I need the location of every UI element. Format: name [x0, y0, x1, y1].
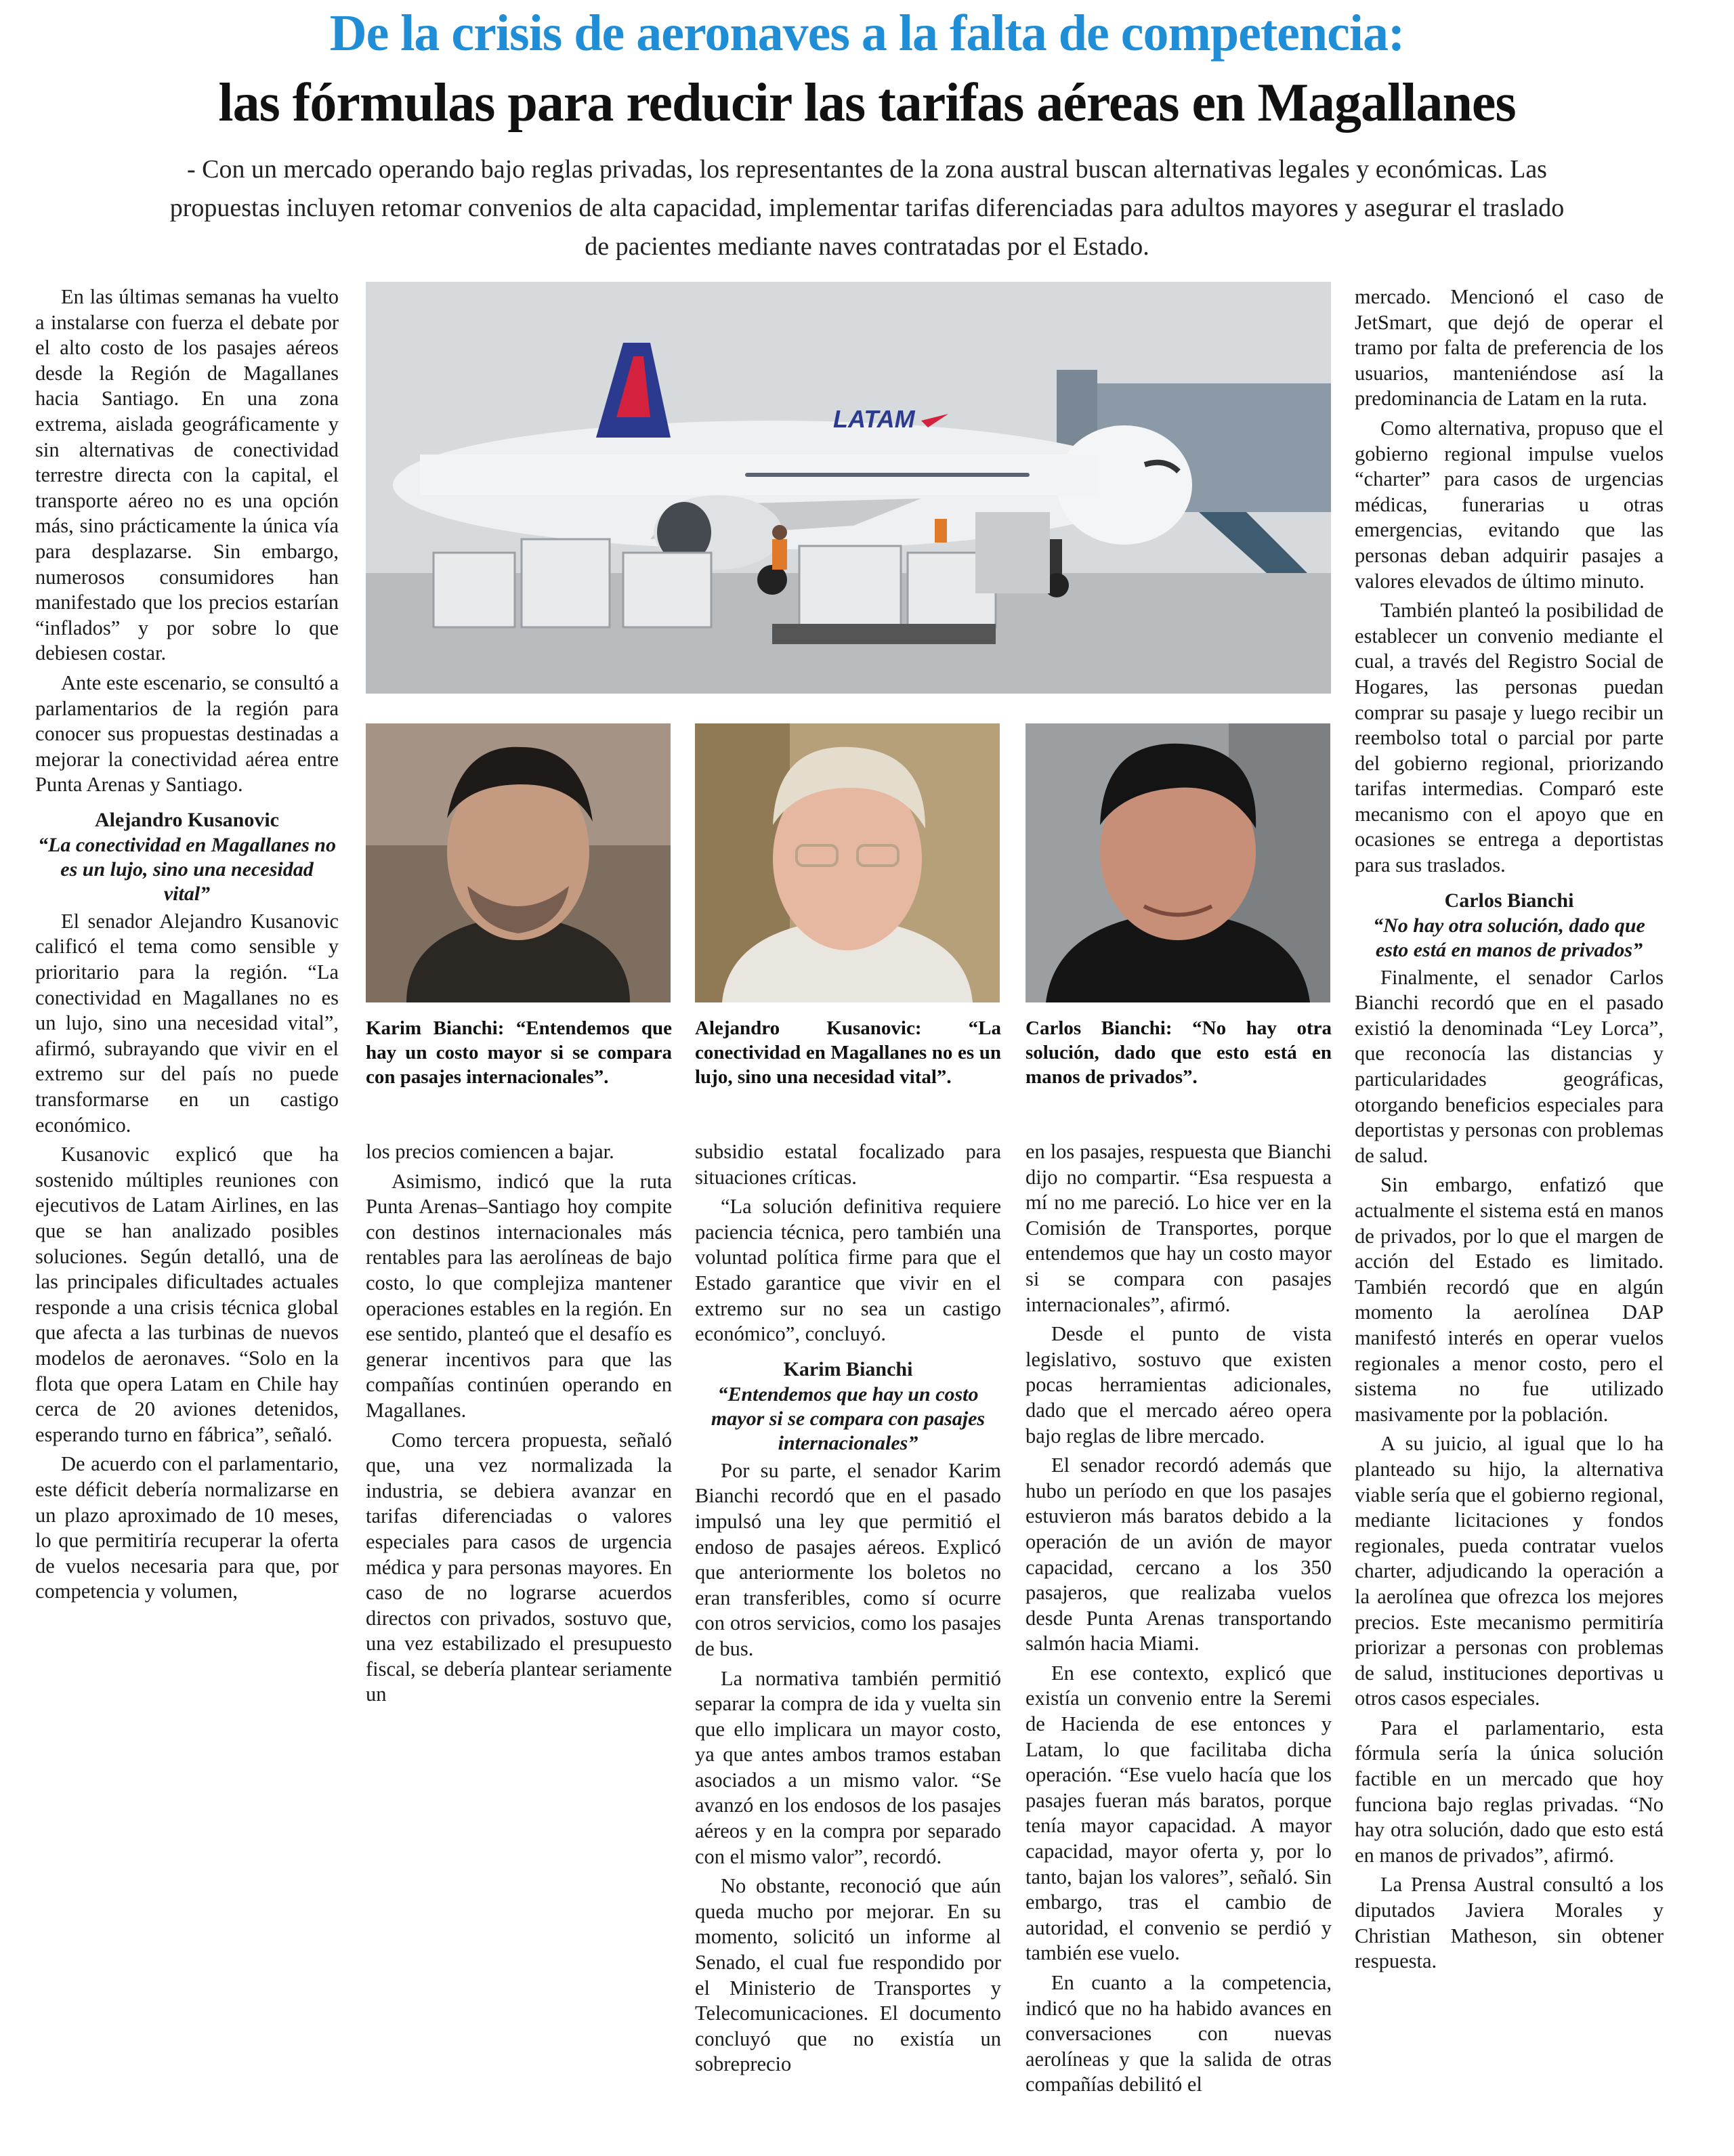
paragraph: Asimismo, indicó que la ruta Punta Arenas–Santiago hoy compite con destinos internacionales más rentables para las aerolíneas de bajo costo, lo que complejiza mantener operaciones estables en la región. En ese sentido, planteó que el desafío es generar incentivos para que las compañías continúen operando en Magallanes. — [366, 1169, 672, 1422]
headline-kicker: De la crisis de aeronaves a la falta de competencia: — [329, 5, 1405, 62]
paragraph: Finalmente, el senador Carlos Bianchi recordó que en el pasado existió la denominada “Ley Lorca”, que reconocía las distancias y particularidades geográficas, otorgando beneficios especiales para deportistas y personas con problemas de salud. — [1355, 965, 1664, 1167]
paragraph: Ante este escenario, se consultó a parlamentarios de la región para conocer sus propuestas destinadas a mejorar la conectividad aérea entre Punta Arenas y Santiago. — [35, 671, 339, 797]
aircraft-illustration — [366, 282, 1331, 694]
paragraph: mercado. Mencionó el caso de JetSmart, que dejó de operar el tramo por falta de preferencia de los usuarios, manteniéndose así la predominancia de Latam en la ruta. — [1355, 285, 1664, 410]
paragraph: “La solución definitiva requiere paciencia técnica, pero también una voluntad política firme para que el Estado garantice que vivir en el extremo sur no sea un castigo económico”, concluyó. — [695, 1195, 1001, 1346]
caption-karim-bianchi: Karim Bianchi: “Entendemos que hay un costo mayor si se compara con pasajes internacionales”. — [366, 1017, 672, 1088]
pull-quote-carlos: “No hay otra solución, dado que esto está en manos de privados” — [1373, 914, 1645, 961]
subhead-alejandro-kusanovic: Alejandro Kusanovic — [95, 808, 279, 831]
article-column-3 — [695, 1139, 1001, 2142]
paragraph: En las últimas semanas ha vuelto a instalarse con fuerza el debate por el alto costo de los pasajes aéreos desde la Región de Magallanes hacia Santiago. En una zona extrema, aislada geográficamente y sin alternativas de conectividad terrestre directa con la capital, el transporte aéreo no es una opción más, sino prácticamente la única vía para desplazarse. Sin embargo, numerosos consumidores han manifestado que los precios estarían “inflados” y por sobre lo que debiesen costar. — [35, 285, 339, 665]
pull-quote-karim: “Entendemos que hay un costo mayor si se compara con pasajes internacionales” — [711, 1382, 986, 1454]
paragraph: Sin embargo, enfatizó que actualmente el sistema está en manos de privados, por lo que el margen de acción del Estado es limitado. También recordó que en algún momento la aerolínea DAP manifestó interés en operar vuelos regionales a menor costo, pero el sistema no fue utilizado masivamente por la población. — [1355, 1173, 1664, 1426]
paragraph: No obstante, reconoció que aún queda mucho por mejorar. En su momento, solicitó un informe al Senado, el cual fue respondido por el Ministerio de Transportes y Telecomunicaciones. El documento concluyó que no existía un sobreprecio — [695, 1874, 1001, 2076]
paragraph: Para el parlamentario, esta fórmula sería la única solución factible en un mercado que hoy funciona bajo reglas privadas. “No hay otra solución, dado que esto está en manos de privados”, afirmó. — [1355, 1716, 1664, 1867]
photo-alejandro-kusanovic — [695, 723, 1000, 1002]
portrait-karim — [366, 723, 671, 1002]
photo-carlos-bianchi — [1025, 723, 1330, 1002]
article-column-4 — [1025, 1139, 1332, 2142]
paragraph: Por su parte, el senador Karim Bianchi recordó que en el pasado impulsó una ley que permitió el endoso de pasajes aéreos. Explicó que anteriormente los boletos no eran transferibles, como sí ocurre con otros servicios, como los pasajes de bus. — [695, 1458, 1001, 1660]
latam-livery-text: LATAM — [833, 405, 915, 433]
paragraph: En cuanto a la competencia, indicó que no ha habido avances en conversaciones con nuevas aerolíneas y que la salida de otras compañías debilitó el — [1025, 1971, 1332, 2096]
caption-alejandro-kusanovic: Alejandro Kusanovic: “La conectividad en Magallanes no es un lujo, sino una necesidad vital”. — [695, 1017, 1001, 1088]
paragraph: Desde el punto de vista legislativo, sostuvo que existen pocas herramientas adicionales, dado que el mercado aéreo opera bajo reglas de libre mercado. — [1025, 1322, 1332, 1447]
article-column-5 — [1355, 284, 1664, 2140]
main-photo-aircraft — [366, 282, 1331, 694]
paragraph: A su juicio, al igual que lo ha planteado su hijo, la alternativa viable sería que el gobierno regional, mediante licitaciones y fondos regionales, pueda contratar vuelos charter, adjudicando la operación a la aerolínea que ofrezca los mejores precios. Este mecanismo permitiría priorizar a personas con problemas de salud, instituciones deportivas u otros casos especiales. — [1355, 1432, 1664, 1710]
portrait-carlos — [1025, 723, 1330, 1002]
paragraph: en los pasajes, respuesta que Bianchi dijo no compartir. “Esa respuesta a mí no me pareció. Lo hice ver en la Comisión de Transportes, porque entendemos que hay un costo mayor si se compara con pasajes internacionales”, afirmó. — [1025, 1140, 1332, 1316]
paragraph: Como alternativa, propuso que el gobierno regional impulse vuelos “charter” para casos de urgencias médicas, funerarias u otras emergencias, evitando que las personas deban adquirir pasajes a valores elevados de último minuto. — [1355, 416, 1664, 593]
paragraph: La normativa también permitió separar la compra de ida y vuelta sin que ello implicara un mayor costo, ya que antes ambos tramos estaban asociados a un mismo valor. “Se avanzó en los endosos de los pasajes aéreos y en la compra por separado con el mismo valor”, recordó. — [695, 1666, 1001, 1868]
portrait-alejandro — [695, 723, 1000, 1002]
paragraph: El senador Alejandro Kusanovic calificó el tema como sensible y prioritario para la región. “La conectividad en Magallanes no es un lujo, sino una necesidad vital”, afirmó, subrayando que vivir en el extremo sur del país no puede transformarse en un castigo económico. — [35, 909, 339, 1137]
pull-quote-kusanovic: “La conectividad en Magallanes no es un lujo, sino una necesidad vital” — [38, 833, 336, 905]
paragraph: También planteó la posibilidad de establecer un convenio mediante el cual, a través del Registro Social de Hogares, las personas puedan comprar su pasaje y luego recibir un reembolso total o parcial por parte del gobierno regional, priorizando tarifas intermedias. Comparó este mecanismo con el apoyo que en ocasiones se entrega a deportistas para sus traslados. — [1355, 599, 1664, 877]
article-column-2 — [366, 1139, 672, 1722]
headline-title: las fórmulas para reducir las tarifas aéreas en Magallanes — [218, 73, 1516, 133]
paragraph: De acuerdo con el parlamentario, este déficit debería normalizarse en un plazo aproximado de 10 meses, lo que permitiría recuperar la oferta de vuelos necesaria para que, por competencia y volumen, — [35, 1452, 339, 1603]
article-column-1 — [35, 284, 339, 1720]
subhead-carlos-bianchi: Carlos Bianchi — [1444, 889, 1574, 912]
caption-carlos-bianchi: Carlos Bianchi: “No hay otra solución, dado que esto está en manos de privados”. — [1025, 1017, 1332, 1088]
paragraph: subsidio estatal focalizado para situaciones críticas. — [695, 1140, 1001, 1189]
subheading-bajada: - Con un mercado operando bajo reglas privadas, los representantes de la zona austral buscan alternativas legales y económicas. Las propuestas incluyen retomar convenios de alta capacidad, implementar tarifas diferenciadas para adultos mayores y asegurar el traslado de pacientes mediante naves contratadas por el Estado. — [169, 155, 1565, 261]
paragraph: los precios comiencen a bajar. — [366, 1140, 614, 1163]
photo-karim-bianchi — [366, 723, 671, 1002]
paragraph: Como tercera propuesta, señaló que, una vez normalizada la industria, se debiera avanzar en tarifas diferenciadas o valores especiales para casos de urgencia médica y para personas mayores. En caso de no lograrse acuerdos directos con privados, sostuvo que, una vez estabilizado el presupuesto fiscal, se debería plantear seriamente un — [366, 1428, 672, 1706]
paragraph: Kusanovic explicó que ha sostenido múltiples reuniones con ejecutivos de Latam Airlines, en las que se han analizado posibles soluciones. Según detalló, una de las principales dificultades actuales responde a una crisis técnica global que afecta a las turbinas de nuevos modelos de aeronaves. “Solo en la flota que opera Latam en Chile hay cerca de 20 aviones detenidos, esperando turno en fábrica”, señaló. — [35, 1143, 339, 1446]
paragraph: La Prensa Austral consultó a los diputados Javiera Morales y Christian Matheson, sin obtener respuesta. — [1355, 1873, 1664, 1973]
paragraph: En ese contexto, explicó que existía un convenio entre la Seremi de Hacienda de ese entonces y Latam, lo que facilitaba dicha operación. “Ese vuelo hacía que los pasajes fueran más baratos, porque tenía mayor capacidad. A mayor capacidad, mayor oferta y, por lo tanto, bajan los valores”, señaló. Sin embargo, tras el cambio de autoridad, el convenio se perdió y también ese vuelo. — [1025, 1661, 1332, 1965]
paragraph: El senador recordó además que hubo un período en que los pasajes estuvieron más baratos debido a la operación de un avión de mayor capacidad, cercano a los 350 pasajeros, que realizaba vuelos desde Punta Arenas transportando salmón hacia Miami. — [1025, 1454, 1332, 1655]
subhead-karim-bianchi: Karim Bianchi — [783, 1357, 913, 1380]
